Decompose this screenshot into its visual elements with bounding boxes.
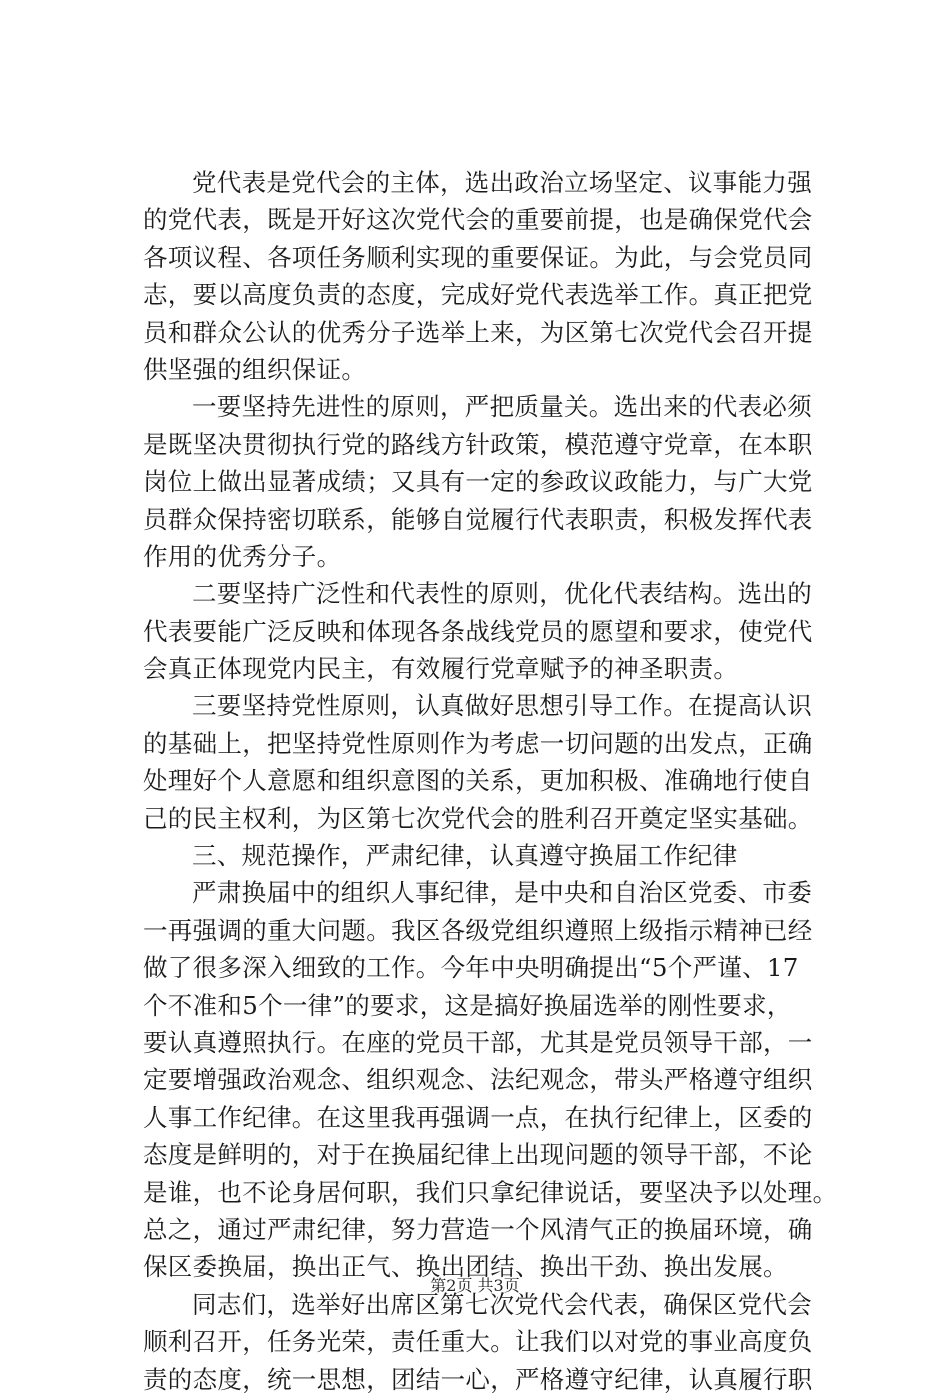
text-line: 是谁，也不论身居何职，我们只拿纪律说话，要坚决予以处理。 <box>143 1177 838 1207</box>
text-line: 三要坚持党性原则，认真做好思想引导工作。在提高认识 <box>192 691 812 721</box>
document-body <box>143 164 843 1398</box>
text-line: 各项议程、各项任务顺利实现的重要保证。为此，与会党员同 <box>143 242 813 272</box>
text-line: 的基础上，把坚持党性原则作为考虑一切问题的出发点，正确 <box>143 728 813 758</box>
text-line: 严肃换届中的组织人事纪律，是中央和自治区党委、市委 <box>192 878 812 908</box>
text-line: 一要坚持先进性的原则，严把质量关。选出来的代表必须 <box>192 392 812 422</box>
text-line: 人事工作纪律。在这里我再强调一点，在执行纪律上，区委的 <box>143 1102 813 1132</box>
text-line: 己的民主权利，为区第七次党代会的胜利召开奠定坚实基础。 <box>143 803 813 833</box>
text-line: 态度是鲜明的，对于在换届纪律上出现问题的领导干部，不论 <box>143 1140 813 1170</box>
text-line: 员群众保持密切联系，能够自觉履行代表职责，积极发挥代表 <box>143 504 813 534</box>
text-line: 保区委换届，换出正气、换出团结、换出干劲、换出发展。 <box>143 1252 788 1282</box>
text-line: 三、规范操作，严肃纪律，认真遵守换届工作纪律 <box>192 841 738 871</box>
text-line: 的党代表，既是开好这次党代会的重要前提，也是确保党代会 <box>143 205 813 235</box>
text-line: 作用的优秀分子。 <box>143 541 342 571</box>
text-line: 顺利召开，任务光荣，责任重大。让我们以对党的事业高度负 <box>143 1327 813 1357</box>
text-line: 二要坚持广泛性和代表性的原则，优化代表结构。选出的 <box>192 579 812 609</box>
text-line: 供坚强的组织保证。 <box>143 354 367 384</box>
text-line: 做了很多深入细致的工作。今年中央明确提出“5个严谨、17 <box>143 953 799 983</box>
text-line: 处理好个人意愿和组织意图的关系，更加积极、准确地行使自 <box>143 766 813 796</box>
text-line: 员和群众公认的优秀分子选举上来，为区第七次党代会召开提 <box>143 317 813 347</box>
text-line: 总之，通过严肃纪律，努力营造一个风清气正的换届环境，确 <box>143 1214 813 1244</box>
text-line: 志，要以高度负责的态度，完成好党代表选举工作。真正把党 <box>143 280 813 310</box>
text-line: 党代表是党代会的主体，选出政治立场坚定、议事能力强 <box>192 168 812 197</box>
text-line: 代表要能广泛反映和体现各条战线党员的愿望和要求，使党代 <box>143 616 813 646</box>
text-line: 责的态度，统一思想，团结一心，严格遵守纪律，认真履行职 <box>143 1364 813 1394</box>
text-line: 要认真遵照执行。在座的党员干部，尤其是党员领导干部，一 <box>143 1027 813 1057</box>
text-line: 会真正体现党内民主，有效履行党章赋予的神圣职责。 <box>143 654 739 684</box>
text-line: 定要增强政治观念、组织观念、法纪观念，带头严格遵守组织 <box>143 1065 813 1095</box>
page-footer: 第2页 共3页 <box>430 1276 520 1295</box>
text-line: 同志们，选举好出席区第七次党代会代表，确保区党代会 <box>192 1289 812 1319</box>
text-line: 是既坚决贯彻执行党的路线方针政策，模范遵守党章，在本职 <box>143 429 813 459</box>
text-line: 岗位上做出显著成绩；又具有一定的参政议政能力，与广大党 <box>143 467 813 497</box>
text-line: 个不准和5个一律”的要求，这是搞好换届选举的刚性要求， <box>143 990 792 1020</box>
text-line: 一再强调的重大问题。我区各级党组织遵照上级指示精神已经 <box>143 915 813 945</box>
